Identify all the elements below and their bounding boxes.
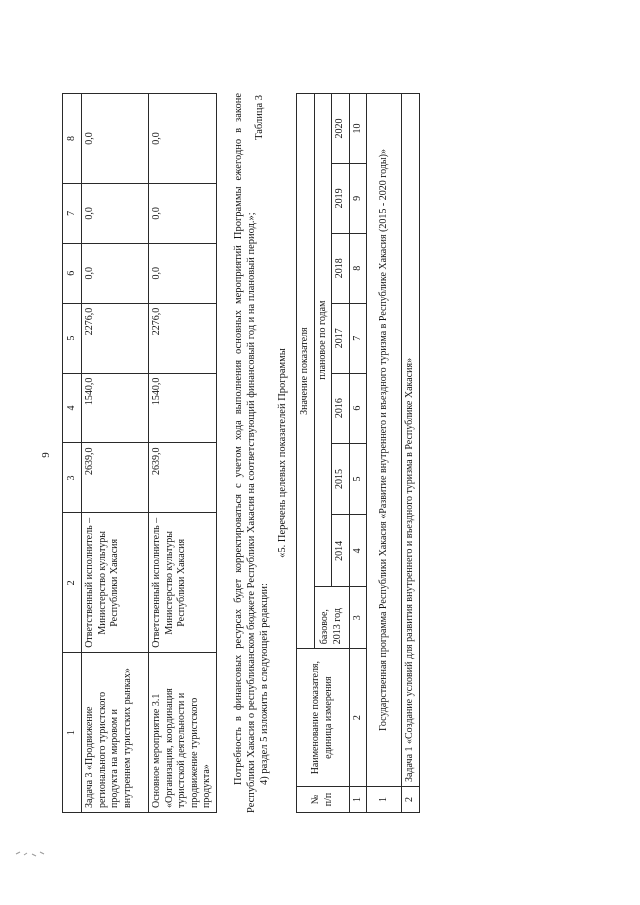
col-number-2: 2 <box>63 513 82 653</box>
year-cell: 2015 <box>332 443 350 515</box>
colnum-cell: 10 <box>349 94 367 164</box>
header-value: Значение показателя <box>297 94 315 649</box>
year-cell: 2020 <box>332 94 350 164</box>
header-no: № п/п <box>297 787 350 813</box>
paragraph-amendment: 4) раздел 5 изложить в следующей редакции: <box>259 583 270 785</box>
value-cell: 0,0 <box>82 183 149 243</box>
table-row <box>149 94 217 813</box>
value-cell: 0,0 <box>149 94 217 184</box>
section-title: «5. Перечень целевых показателей Программы <box>277 348 288 558</box>
value-cell: 2276,0 <box>82 303 149 373</box>
col-number-8: 8 <box>63 94 82 184</box>
page-number: 9 <box>40 452 52 458</box>
table-label: Таблица 3 <box>254 95 265 140</box>
header-name: Наименование показателя, единица измерения <box>297 649 350 787</box>
value-cell: 0,0 <box>149 243 217 303</box>
paragraph <box>232 93 271 813</box>
year-cell: 2019 <box>332 163 350 233</box>
value-cell: 0,0 <box>149 183 217 243</box>
colnum-cell: 4 <box>349 515 367 587</box>
funding-table <box>62 93 217 813</box>
colnum-cell: 9 <box>349 163 367 233</box>
colnum-cell: 6 <box>349 373 367 443</box>
col-number-6: 6 <box>63 243 82 303</box>
paragraph-text: Потребность в финансовых ресурсах будет корректироваться с учетом хода выполнения основных мероприятий Программы ежегодно в законе Республики Хакасия о республиканском бюджете Республики Хакасия на соответствующий финансовый год и на плановый период.»; <box>233 93 257 813</box>
year-cell: 2016 <box>332 373 350 443</box>
executor: Ответственный исполнитель – Министерство культуры Республики Хакасия <box>82 513 149 653</box>
row-no: 1 <box>367 787 402 813</box>
col-number-7: 7 <box>63 183 82 243</box>
colnum-cell: 7 <box>349 303 367 373</box>
funding-table-header-row <box>63 94 82 813</box>
table-row <box>402 94 420 813</box>
value-cell: 0,0 <box>82 243 149 303</box>
colnum-cell: 5 <box>349 443 367 515</box>
task-name: Основное мероприятие 3.1 «Организация, координация туристской деятельности и продвижение туристского продукта» <box>149 653 217 813</box>
value-cell: 1540,0 <box>149 373 217 443</box>
value-cell: 2276,0 <box>149 303 217 373</box>
value-cell: 2639,0 <box>82 443 149 513</box>
colnum-cell: 8 <box>349 233 367 303</box>
year-cell: 2014 <box>332 515 350 587</box>
executor: Ответственный исполнитель – Министерство культуры Республики Хакасия <box>149 513 217 653</box>
rotated-content <box>40 55 610 855</box>
table-row <box>82 94 149 813</box>
year-cell: 2018 <box>332 233 350 303</box>
value-cell: 0,0 <box>82 94 149 184</box>
year-cell: 2017 <box>332 303 350 373</box>
value-cell: 2639,0 <box>149 443 217 513</box>
value-cell: 1540,0 <box>82 373 149 443</box>
indicators-colnum-row <box>349 94 367 813</box>
table-row <box>367 94 402 813</box>
colnum-cell: 2 <box>349 649 367 787</box>
task-title: Задача 1 «Создание условий для развития внутреннего и въездного туризма в Республике Хакасия» <box>402 94 420 787</box>
col-number-4: 4 <box>63 373 82 443</box>
header-base: базовое, 2013 год <box>314 587 349 649</box>
col-number-5: 5 <box>63 303 82 373</box>
task-name: Задача 3 «Продвижение регионального туристского продукта на мировом и внутреннем туристских рынках» <box>82 653 149 813</box>
scan-noise-mark <box>14 842 48 860</box>
header-planned: плановое по годам <box>314 94 332 587</box>
col-number-1: 1 <box>63 653 82 813</box>
colnum-cell: 1 <box>349 787 367 813</box>
row-no: 2 <box>402 787 420 813</box>
program-title: Государственная программа Республики Хакасия «Развитие внутреннего и въездного туризма в Республике Хакасия (2015 - 2020 годы)» <box>367 94 402 787</box>
indicators-header-row <box>297 94 315 813</box>
colnum-cell: 3 <box>349 587 367 649</box>
indicators-table <box>296 93 420 813</box>
col-number-3: 3 <box>63 443 82 513</box>
